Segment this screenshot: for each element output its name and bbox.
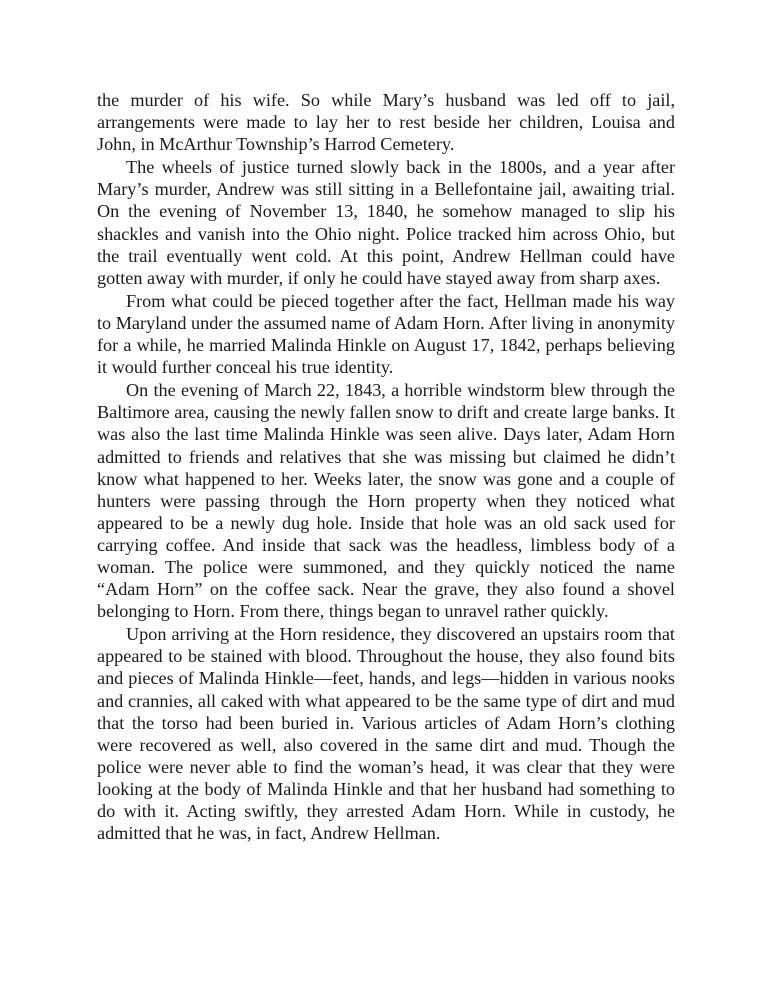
page-body [97,89,675,845]
paragraph: The wheels of justice turned slowly back in the 1800s, and a year after Mary’s murder, Andrew was still sitting in a Bellefontaine jail, awaiting trial. On the evening of November 13, 1840, he somehow managed to slip his shackles and vanish into the Ohio night. Police tracked him across Ohio, but the trail eventually went cold. At this point, Andrew Hellman could have gotten away with murder, if only he could have stayed away from sharp axes. [97,157,675,288]
paragraph-continued: the murder of his wife. So while Mary’s husband was led off to jail, arrangements were made to lay her to rest beside her children, Louisa and John, in McArthur Township’s Harrod Cemetery. [97,90,675,155]
paragraph: Upon arriving at the Horn residence, they discovered an upstairs room that appeared to be stained with blood. Throughout the house, they also found bits and pieces of Malinda Hinkle—feet, hands, and legs—hidden in various nooks and crannies, all caked with what appeared to be the same type of dirt and mud that the torso had been buried in. Various articles of Adam Horn’s clothing were recovered as well, also covered in the same dirt and mud. Though the police were never able to find the woman’s head, it was clear that they were looking at the body of Malinda Hinkle and that her husband had something to do with it. Acting swiftly, they arrested Adam Horn. While in custody, he admitted that he was, in fact, Andrew Hellman. [97,624,675,844]
paragraph: From what could be pieced together after the fact, Hellman made his way to Maryland under the assumed name of Adam Horn. After living in anonymity for a while, he married Malinda Hinkle on August 17, 1842, perhaps believing it would further conceal his true identity. [97,290,675,378]
paragraph: On the evening of March 22, 1843, a horrible windstorm blew through the Baltimore area, causing the newly fallen snow to drift and create large banks. It was also the last time Malinda Hinkle was seen alive. Days later, Adam Horn admitted to friends and relatives that she was missing but claimed he didn’t know what happened to her. Weeks later, the snow was gone and a couple of hunters were passing through the Horn property when they noticed what appeared to be a newly dug hole. Inside that hole was an old sack used for carrying coffee. And inside that sack was the headless, limbless body of a woman. The police were summoned, and they quickly noticed the name “Adam Horn” on the coffee sack. Near the grave, they also found a shovel belonging to Horn. From there, things began to unravel rather quickly. [97,380,675,622]
